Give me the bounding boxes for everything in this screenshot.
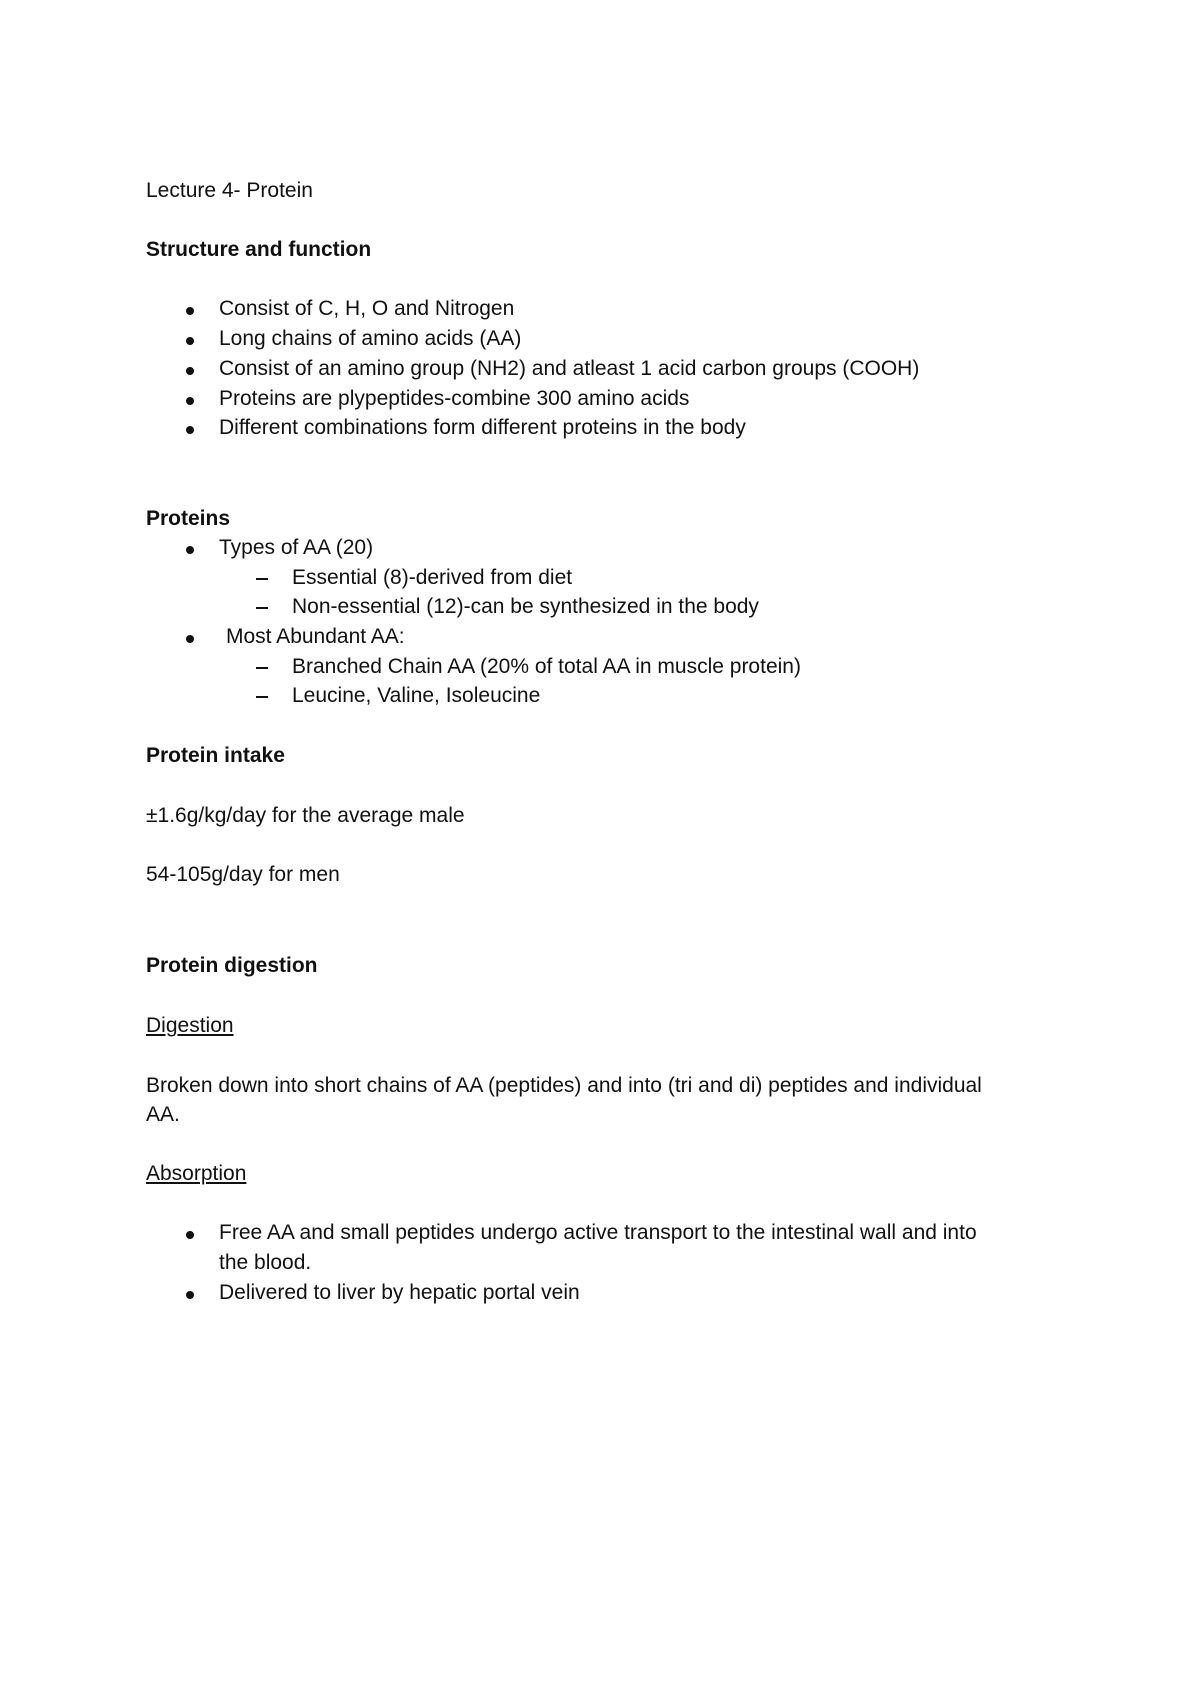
bullet-icon — [186, 635, 194, 643]
bullet-icon — [186, 307, 194, 315]
section-heading-structure: Structure and function — [146, 238, 372, 261]
list-item: Free AA and small peptides undergo active transport to the intestinal wall and into — [219, 1221, 977, 1244]
document-title: Lecture 4- Protein — [146, 179, 313, 202]
list-item: Types of AA (20) — [219, 536, 374, 559]
bullet-icon — [186, 426, 194, 434]
section-heading-intake: Protein intake — [146, 744, 285, 767]
section-heading-proteins: Proteins — [146, 507, 231, 530]
list-item: Most Abundant AA: — [226, 625, 405, 648]
list-item: Proteins are plypeptides-combine 300 amino acids — [219, 387, 690, 410]
bullet-icon — [186, 1231, 194, 1239]
sub-list-item: Essential (8)-derived from diet — [292, 566, 573, 589]
list-item: Long chains of amino acids (AA) — [219, 327, 522, 350]
list-item: Consist of an amino group (NH2) and atleast 1 acid carbon groups (COOH) — [219, 357, 920, 380]
list-item: Delivered to liver by hepatic portal vein — [219, 1281, 580, 1304]
sub-list-item: Non-essential (12)-can be synthesized in the body — [292, 595, 759, 618]
bullet-icon — [186, 367, 194, 375]
sub-list-item: Leucine, Valine, Isoleucine — [292, 684, 541, 707]
dash-icon — [256, 578, 268, 580]
list-item: Different combinations form different proteins in the body — [219, 416, 746, 439]
dash-icon — [256, 607, 268, 609]
subheading-absorption: Absorption — [146, 1162, 247, 1185]
bullet-icon — [186, 546, 194, 554]
bullet-icon — [186, 1291, 194, 1299]
subheading-digestion: Digestion — [146, 1014, 234, 1037]
dash-icon — [256, 667, 268, 669]
list-item-continuation: the blood. — [219, 1251, 312, 1274]
bullet-icon — [186, 337, 194, 345]
sub-list-item: Branched Chain AA (20% of total AA in muscle protein) — [292, 655, 801, 678]
paragraph-line: AA. — [146, 1103, 180, 1126]
bullet-icon — [186, 397, 194, 405]
dash-icon — [256, 696, 268, 698]
intake-line: ±1.6g/kg/day for the average male — [146, 804, 465, 827]
intake-line: 54-105g/day for men — [146, 863, 340, 886]
paragraph-line: Broken down into short chains of AA (peptides) and into (tri and di) peptides and individual — [146, 1074, 982, 1097]
list-item: Consist of C, H, O and Nitrogen — [219, 297, 515, 320]
section-heading-digestion: Protein digestion — [146, 954, 318, 977]
